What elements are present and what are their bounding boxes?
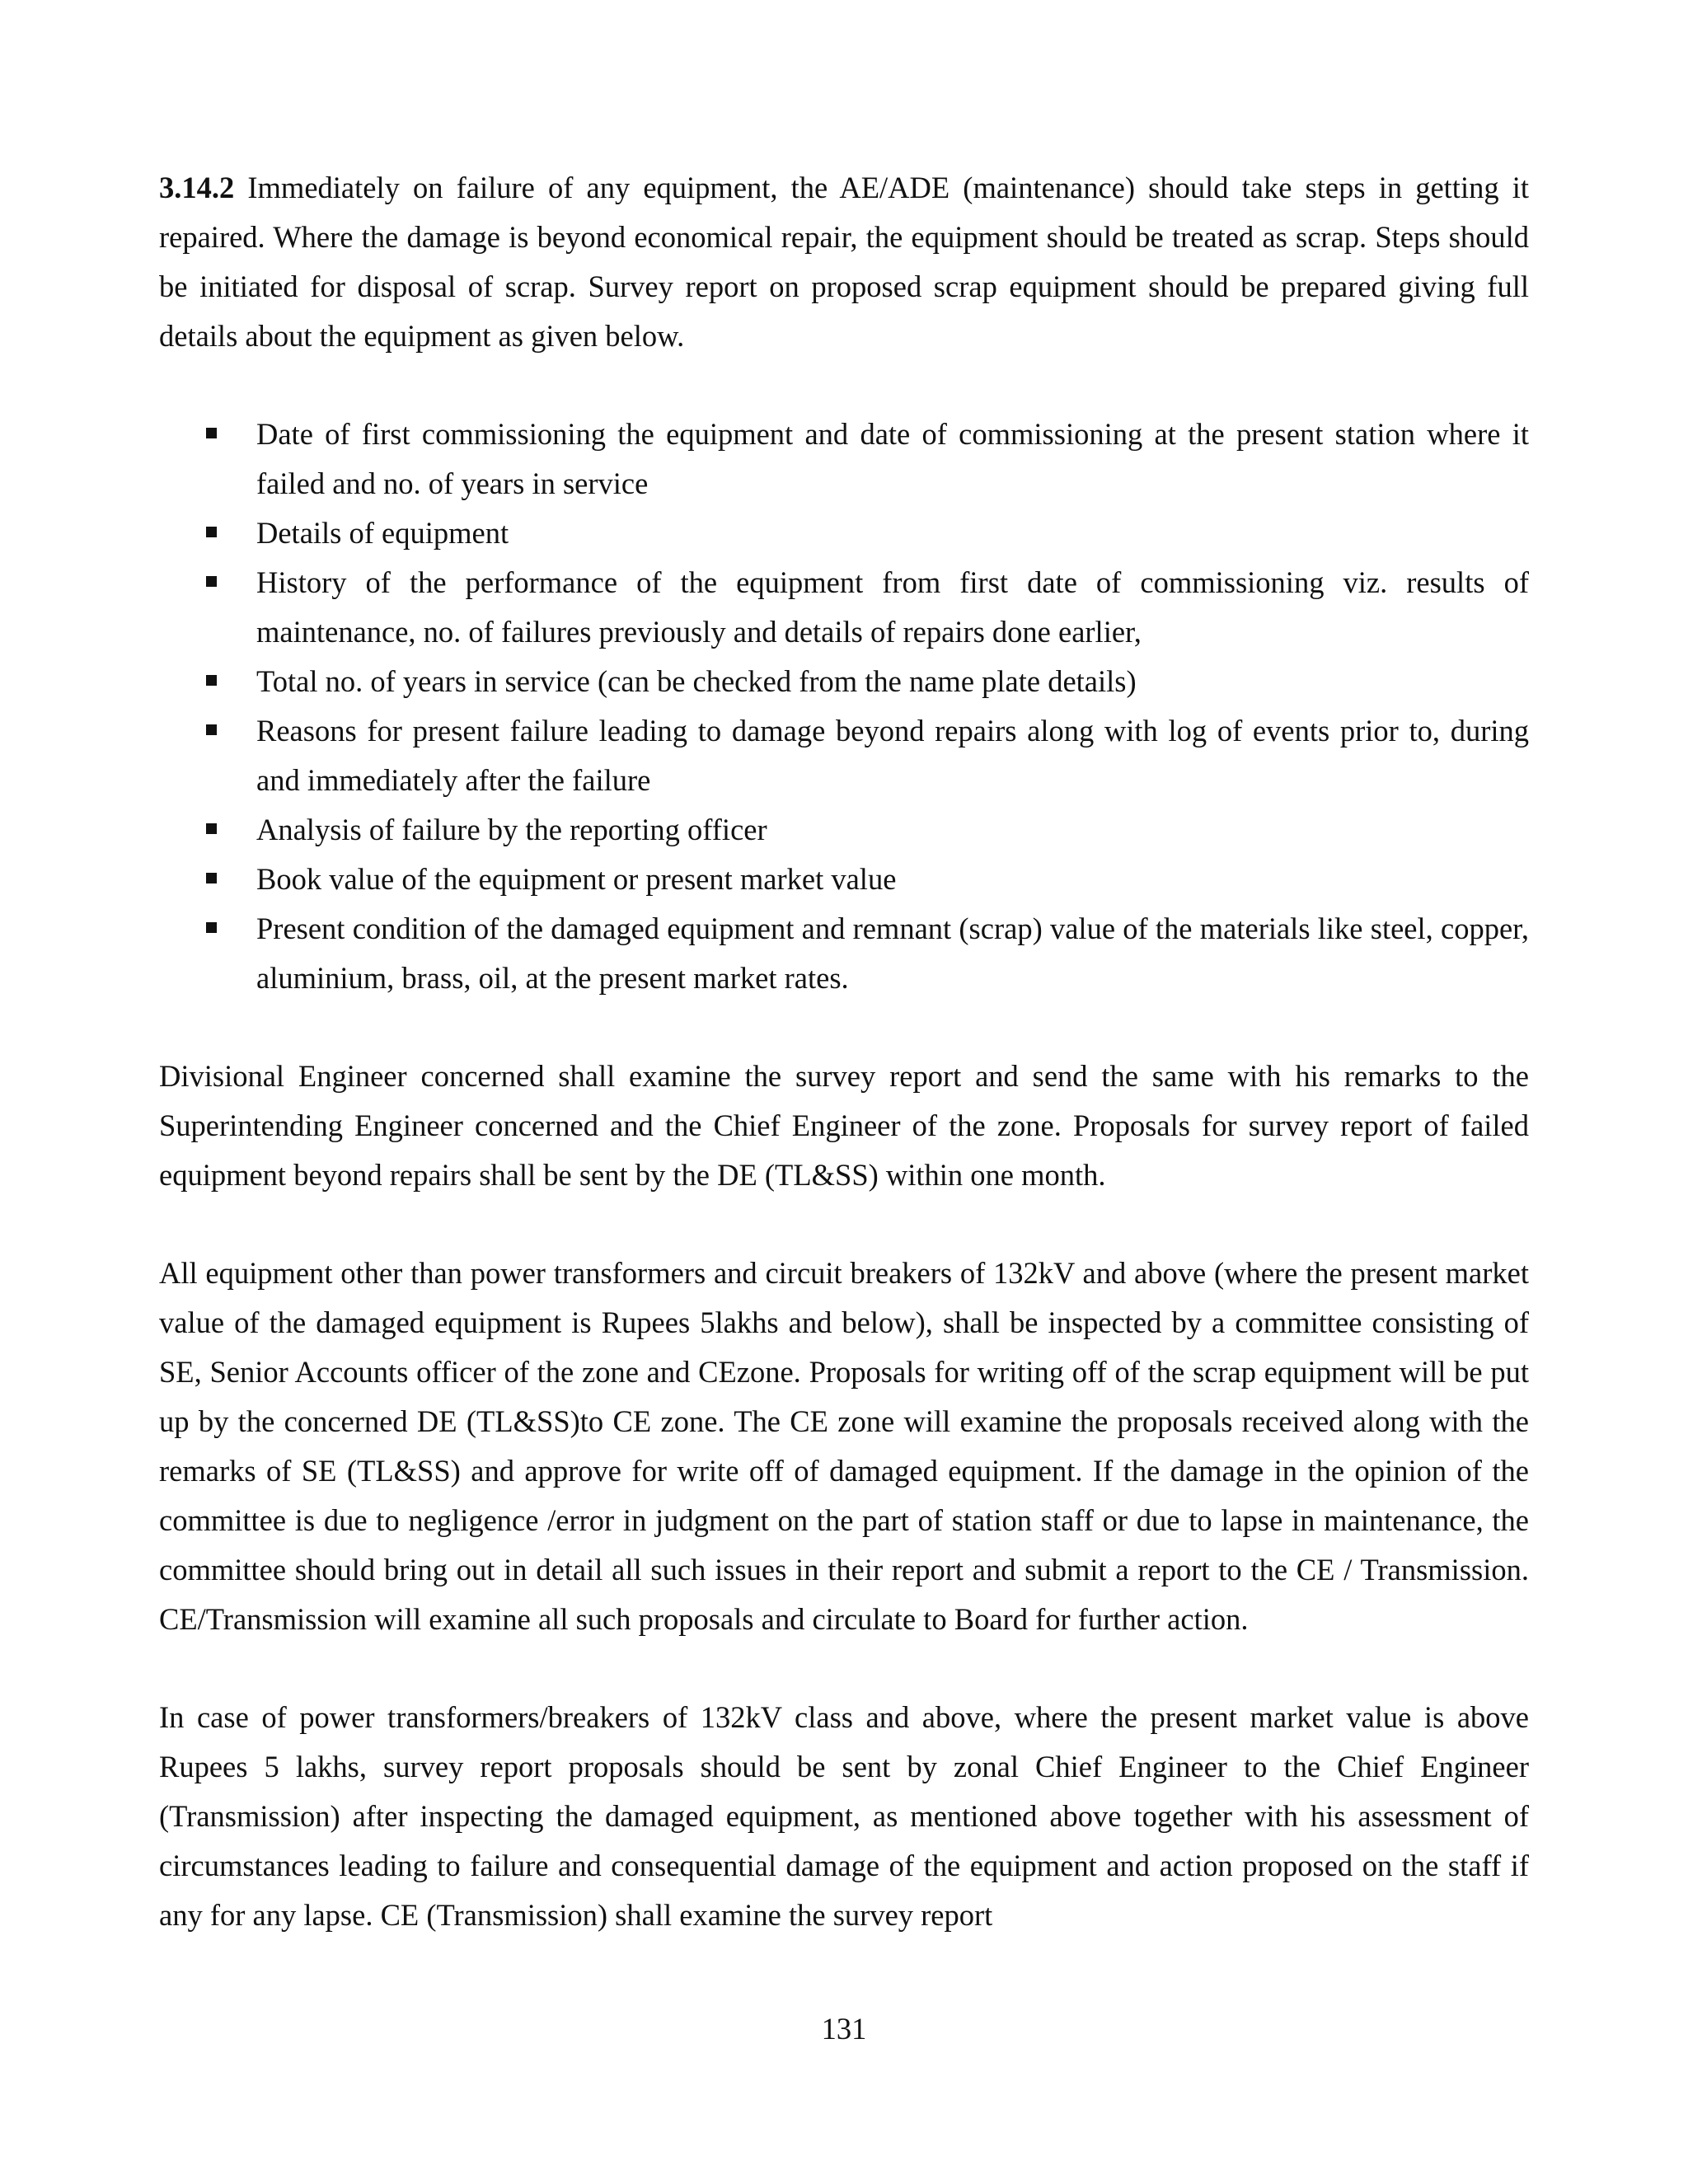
list-item-text: Book value of the equipment or present market value (256, 862, 897, 896)
paragraph-divisional-engineer: Divisional Engineer concerned shall examine the survey report and send the same with his remarks to the Superintending Engineer concerned and the Chief Engineer of the zone. Proposals for survey report of failed equipment beyond repairs shall be sent by the DE (TL&SS) within one month. (159, 1059, 1529, 1192)
square-bullet-icon (206, 576, 217, 587)
section-intro-text: Immediately on failure of any equipment, the AE/ADE (maintenance) should take steps in getting it repaired. Where the damage is beyond economical repair, the equipment should be treated as scrap. Steps should be initiated for disposal of scrap. Survey report on proposed scrap equipment should be prepared giving full details about the equipment as given below. (159, 171, 1529, 353)
list-item (256, 558, 1529, 657)
list-item-text: Total no. of years in service (can be checked from the name plate details) (256, 664, 1137, 698)
square-bullet-icon (206, 873, 217, 883)
list-item-text: Reasons for present failure leading to damage beyond repairs along with log of events prior to, during and immediately after the failure (256, 714, 1529, 797)
section-3-14-2-intro (159, 163, 1529, 361)
list-item-text: Present condition of the damaged equipment and remnant (scrap) value of the materials like steel, copper, aluminium, brass, oil, at the present market rates. (256, 912, 1529, 995)
square-bullet-icon (206, 428, 217, 438)
square-bullet-icon (206, 922, 217, 933)
section-number: 3.14.2 (159, 171, 235, 204)
list-item-text: Details of equipment (256, 516, 509, 550)
page-number: 131 (821, 2012, 867, 2046)
document-page (159, 163, 1529, 1989)
square-bullet-icon (206, 675, 217, 686)
list-item-text: Date of first commissioning the equipment and date of commissioning at the present station where it failed and no. of years in service (256, 417, 1529, 500)
list-item (256, 706, 1529, 805)
square-bullet-icon (206, 724, 217, 735)
list-item (256, 657, 1529, 706)
list-item-text: Analysis of failure by the reporting officer (256, 813, 767, 846)
list-item (256, 410, 1529, 509)
list-item (256, 904, 1529, 1003)
list-item (256, 805, 1529, 855)
list-item (256, 855, 1529, 904)
square-bullet-icon (206, 823, 217, 834)
survey-report-details-list (159, 410, 1529, 1003)
paragraph-committee-inspection: All equipment other than power transformers and circuit breakers of 132kV and above (where the present market value of the damaged equipment is Rupees 5lakhs and below), shall be inspected by a committee consisting of SE, Senior Accounts officer of the zone and CEzone. Proposals for writing off of the scrap equipment will be put up by the concerned DE (TL&SS)to CE zone. The CE zone will examine the proposals received along with the remarks of SE (TL&SS) and approve for write off of damaged equipment. If the damage in the opinion of the committee is due to negligence /error in judgment on the part of station staff or due to lapse in maintenance, the committee should bring out in detail all such issues in their report and submit a report to the CE / Transmission. CE/Transmission will examine all such proposals and circulate to Board for further action. (159, 1256, 1529, 1636)
list-item-text: History of the performance of the equipment from first date of commissioning viz. results of maintenance, no. of failures previously and details of repairs done earlier, (256, 565, 1529, 649)
square-bullet-icon (206, 527, 217, 537)
paragraph-power-transformers: In case of power transformers/breakers of 132kV class and above, where the present market value is above Rupees 5 lakhs, survey report proposals should be sent by zonal Chief Engineer to the Chief Engineer (Transmission) after inspecting the damaged equipment, as mentioned above together with his assessment of circumstances leading to failure and consequential damage of the equipment and action proposed on the staff if any for any lapse. CE (Transmission) shall examine the survey report (159, 1700, 1529, 1932)
list-item (256, 509, 1529, 558)
